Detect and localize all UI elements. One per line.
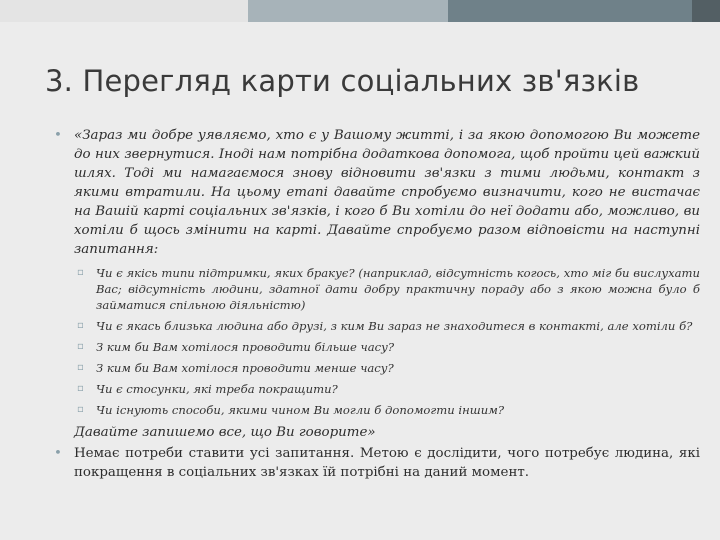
sub-bullet-icon: ▫ bbox=[77, 383, 84, 394]
sub-bullet-icon: ▫ bbox=[77, 267, 84, 278]
list-item bbox=[54, 381, 700, 397]
sub-bullet-icon: ▫ bbox=[77, 362, 84, 373]
bullet-note bbox=[54, 444, 700, 482]
sub-bullet-icon: ▫ bbox=[77, 341, 84, 352]
bullet-intro bbox=[54, 126, 700, 259]
list-item bbox=[54, 339, 700, 355]
note-text: Немає потреби ставити усі запитання. Метою є дослідити, чого потребує людина, які покращення в соціальних зв'язках їй потрібні на даний момент. bbox=[74, 446, 700, 480]
list-item bbox=[54, 360, 700, 376]
question-text: З ким би Вам хотілося проводити менше часу? bbox=[96, 361, 394, 375]
bullet-icon: • bbox=[54, 446, 62, 461]
closing-text: Давайте запишемо все, що Ви говорите» bbox=[74, 425, 376, 440]
list-item bbox=[54, 265, 700, 313]
slide-title: 3. Перегляд карти соціальних зв'язків bbox=[45, 64, 640, 98]
question-text: Чи існують способи, якими чином Ви могли б допомогти іншим? bbox=[96, 403, 505, 417]
decor-segment bbox=[0, 0, 248, 22]
sub-bullet-icon: ▫ bbox=[77, 404, 84, 415]
sub-bullet-icon: ▫ bbox=[77, 320, 84, 331]
decor-segment bbox=[692, 0, 720, 22]
top-decor-bar bbox=[0, 0, 720, 22]
decor-segment bbox=[248, 0, 448, 22]
question-text: Чи є якась близька людина або друзі, з ким Ви зараз не знаходитеся в контакті, але хотіли б? bbox=[96, 319, 693, 333]
bullet-icon: • bbox=[54, 128, 62, 143]
question-text: Чи є стосунки, які треба покращити? bbox=[96, 382, 338, 396]
question-text: Чи є якісь типи підтримки, яких бракує? (наприклад, відсутність когось, хто міг би вислухати Вас; відсутність людини, здатної дати добру практичну пораду або з якою можна було б займатися спільною діяльністю) bbox=[96, 266, 700, 312]
question-text: З ким би Вам хотілося проводити більше часу? bbox=[96, 340, 395, 354]
question-list bbox=[54, 265, 700, 418]
slide-content bbox=[54, 126, 700, 482]
intro-text: «Зараз ми добре уявляємо, хто є у Вашому житті, і за якою допомогою Ви можете до них звернутися. Іноді нам потрібна додаткова допомога, щоб пройти цей важкий шлях. Тоді ми намагаємося знову відновити зв'язки з тими людьми, контакт з якими втратили. На цьому етапі давайте спробуємо визначити, кого не вистачає на Вашій карті соціальних зв'язків, і кого б Ви хотіли до неї додати або, можливо, ви хотіли б щось змінити на карті. Давайте спробуємо разом відповісти на наступні запитання: bbox=[74, 128, 700, 257]
list-item bbox=[54, 402, 700, 418]
decor-segment bbox=[448, 0, 692, 22]
list-item bbox=[54, 318, 700, 334]
